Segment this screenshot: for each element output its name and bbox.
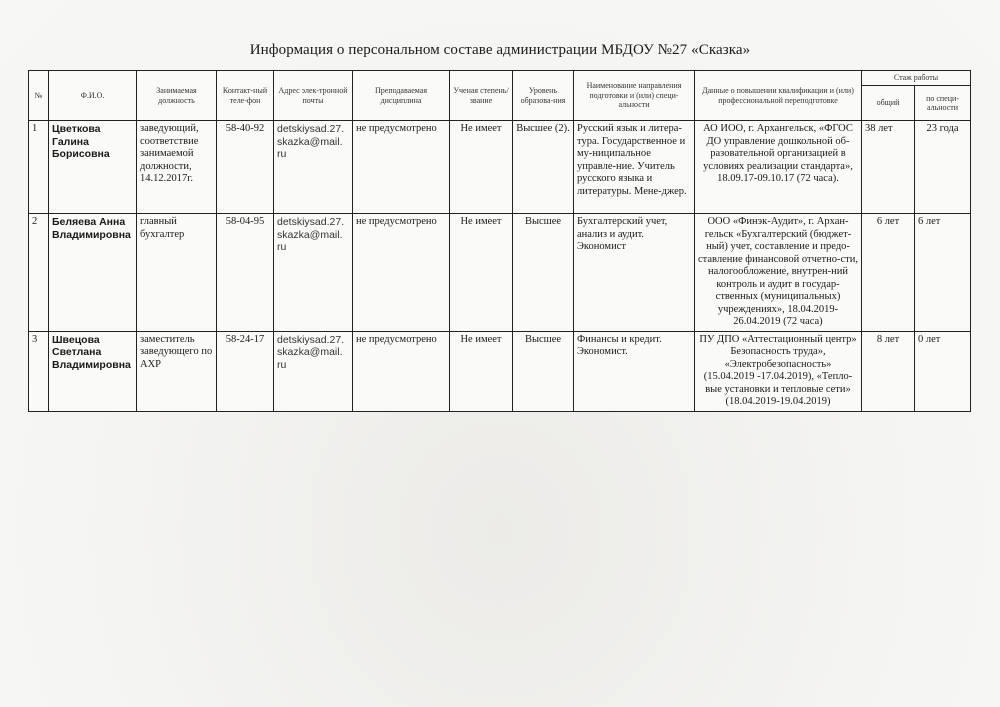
cell-email: detskiysad.27. skazka@mail. ru: [274, 121, 353, 214]
cell-specialty: Финансы и кредит. Экономист.: [574, 331, 695, 411]
header-email: Адрес элек-тронной почты: [274, 71, 353, 121]
cell-discipline: не предусмотрено: [353, 331, 450, 411]
header-qualification: Данные о повышении квалификации и (или) профессиональной переподготовке: [695, 71, 862, 121]
cell-specialty: Русский язык и литера-тура. Государственное и му-ниципальное управле-ние. Учитель русского языка и литературы. Мене-джер.: [574, 121, 695, 214]
table-row: [29, 214, 971, 332]
cell-fio: Цветкова Галина Борисовна: [49, 121, 137, 214]
document-title: Информация о персональном составе администрации МБДОУ №27 «Сказка»: [249, 42, 751, 58]
cell-position: заместитель заведующего по АХР: [137, 331, 217, 411]
cell-fio: Беляева Анна Владимировна: [49, 214, 137, 332]
cell-education: Высшее: [513, 331, 574, 411]
cell-email: detskiysad.27. skazka@mail. ru: [274, 331, 353, 411]
header-position: Занимаемая должность: [137, 71, 217, 121]
table-row: [29, 331, 971, 411]
table-row: [29, 121, 971, 214]
cell-exp-specialty: 0 лет: [915, 331, 971, 411]
header-phone: Контакт-ный теле-фон: [217, 71, 274, 121]
cell-specialty: Бухгалтерский учет, анализ и аудит. Экономист: [574, 214, 695, 332]
cell-num: 2: [29, 214, 49, 332]
cell-fio: Швецова Светлана Владимировна: [49, 331, 137, 411]
cell-position: главный бухгалтер: [137, 214, 217, 332]
cell-phone: 58-24-17: [217, 331, 274, 411]
cell-email: detskiysad.27. skazka@mail. ru: [274, 214, 353, 332]
header-exp-total: общий: [862, 86, 915, 121]
cell-qualification: АО ИОО, г. Архангельск, «ФГОС ДО управление дошкольной об-разовательной организацией в условиях реализации стандарта», 18.09.17-09.10.17 (72 часа).: [695, 121, 862, 214]
cell-num: 1: [29, 121, 49, 214]
cell-qualification: ООО «Финэк-Аудит», г. Архан-гельск «Бухгалтерский (бюджет-ный) учет, составление и предо-ставление финансовой отчетно-сти, налогообложение, внутрен-ний контроль и аудит в государ-ственных (муниципальных) учреждениях», 18.04.2019-26.04.2019 (72 часа): [695, 214, 862, 332]
cell-education: Высшее (2).: [513, 121, 574, 214]
header-fio: Ф.И.О.: [49, 71, 137, 121]
header-experience: Стаж работы: [862, 71, 971, 86]
cell-degree: Не имеет: [450, 121, 513, 214]
header-degree: Ученая степень/ звание: [450, 71, 513, 121]
header-discipline: Преподаваемая дисциплина: [353, 71, 450, 121]
cell-discipline: не предусмотрено: [353, 121, 450, 214]
cell-num: 3: [29, 331, 49, 411]
cell-phone: 58-40-92: [217, 121, 274, 214]
staff-table: [28, 70, 971, 412]
header-num: №: [29, 71, 49, 121]
cell-phone: 58-04-95: [217, 214, 274, 332]
cell-exp-specialty: 6 лет: [915, 214, 971, 332]
cell-degree: Не имеет: [450, 214, 513, 332]
cell-exp-total: 8 лет: [862, 331, 915, 411]
header-specialty: Наименование направления подготовки и (или) специ-альности: [574, 71, 695, 121]
cell-discipline: не предусмотрено: [353, 214, 450, 332]
cell-exp-total: 6 лет: [862, 214, 915, 332]
cell-degree: Не имеет: [450, 331, 513, 411]
cell-education: Высшее: [513, 214, 574, 332]
cell-position: заведующий, соответствие занимаемой должности, 14.12.2017г.: [137, 121, 217, 214]
header-exp-specialty: по специ-альности: [915, 86, 971, 121]
cell-exp-specialty: 23 года: [915, 121, 971, 214]
header-education: Уровень образова-ния: [513, 71, 574, 121]
cell-exp-total: 38 лет: [862, 121, 915, 214]
cell-qualification: ПУ ДПО «Аттестационный центр» Безопасность труда», «Электробезопасность» (15.04.2019 -17.04.2019), «Тепло-вые установки и тепловые сети» (18.04.2019-19.04.2019): [695, 331, 862, 411]
